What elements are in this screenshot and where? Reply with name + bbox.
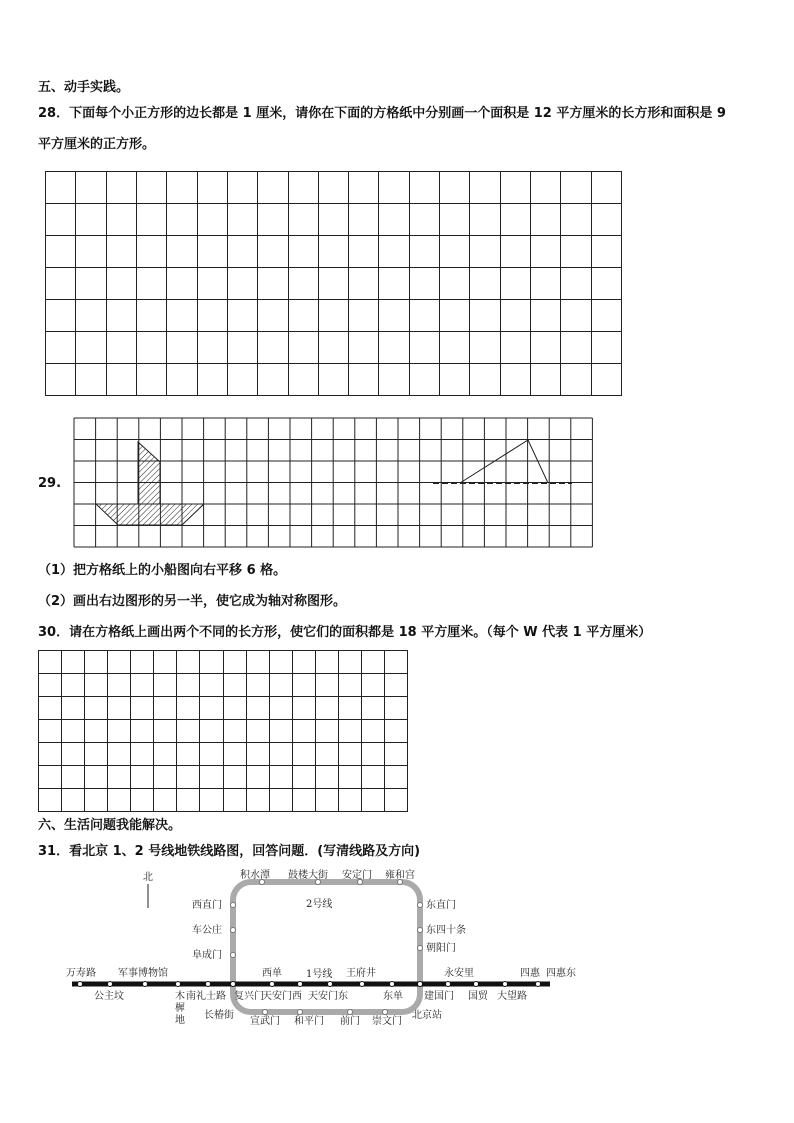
question-31-text: 31．看北京 1、2 号线地铁线路图，回答问题．(写清线路及方向) (38, 844, 421, 859)
station-dongsishitiao: 东四十条 (426, 925, 466, 936)
station-tiananmendong: 天安门东 (308, 991, 348, 1002)
station-dawanglu: 大望路 (497, 991, 527, 1002)
section-5-title: 五、动手实践。 (38, 80, 130, 95)
station-muxidi-3: 地 (175, 1015, 185, 1026)
question-30-text: 30．请在方格纸上画出两个不同的长方形，使它们的面积都是 18 平方厘米。（每个 W 代表 1 平方厘米） (38, 625, 652, 640)
station-xidan: 西单 (262, 968, 282, 979)
station-gulou: 鼓楼大街 (288, 870, 328, 881)
station-yonghegong: 雍和宫 (385, 870, 415, 881)
station-beijingzhan: 北京站 (412, 1010, 442, 1021)
station-sihui: 四惠 (520, 968, 540, 979)
station-chongwenmen: 崇文门 (372, 1016, 402, 1027)
station-fuxingmen: 复兴门 (234, 991, 264, 1002)
station-dongdan: 东单 (383, 991, 403, 1002)
question-29-number: 29. (38, 476, 62, 491)
station-wanshoulu: 万寿路 (66, 968, 96, 979)
north-label: 北 (143, 872, 153, 883)
station-xuanwumen: 宣武门 (250, 1016, 280, 1027)
line-1-label: 1号线 (306, 969, 333, 980)
station-yonganli: 永安里 (444, 968, 474, 979)
station-jishuitan: 积水潭 (240, 870, 270, 881)
station-guomao: 国贸 (468, 991, 488, 1002)
section-6-title: 六、生活问题我能解决。 (38, 818, 182, 833)
station-sihuidong: 四惠东 (546, 968, 576, 979)
station-dongzhimen: 东直门 (426, 900, 456, 911)
question-29-part2: （2）画出右边图形的另一半，使它成为轴对称图形。 (38, 594, 347, 609)
station-muxidi-2: 樨 (175, 1003, 185, 1014)
station-qianmen: 前门 (340, 1016, 360, 1027)
station-andingmen: 安定门 (342, 870, 372, 881)
line-2-label: 2号线 (306, 899, 333, 910)
question-28-line1: 28．下面每个小正方形的边长都是 1 厘米，请你在下面的方格纸中分别画一个面积是 12 平方厘米的长方形和面积是 9 (38, 106, 726, 121)
station-chaoyangmen: 朝阳门 (426, 943, 456, 954)
question-29-part1: （1）把方格纸上的小船图向右平移 6 格。 (38, 563, 287, 578)
station-chegongzhuang: 车公庄 (192, 925, 222, 936)
question-28-line2: 平方厘米的正方形。 (38, 137, 156, 152)
station-changchunjie: 长椿街 (204, 1010, 234, 1021)
station-wangfujing: 王府井 (346, 968, 376, 979)
station-xizhimen: 西直门 (192, 900, 222, 911)
station-fuchengmen: 阜成门 (192, 950, 222, 961)
station-gongzhufen: 公主坟 (94, 991, 124, 1002)
station-muxidi-1: 木 (175, 991, 185, 1002)
station-jianguomen: 建国门 (424, 991, 454, 1002)
station-tiananmenxi: 天安门西 (262, 991, 302, 1002)
station-hepingmen: 和平门 (294, 1016, 324, 1027)
station-nanlishilu: 南礼士路 (186, 991, 226, 1002)
station-military-museum: 军事博物馆 (118, 968, 168, 979)
